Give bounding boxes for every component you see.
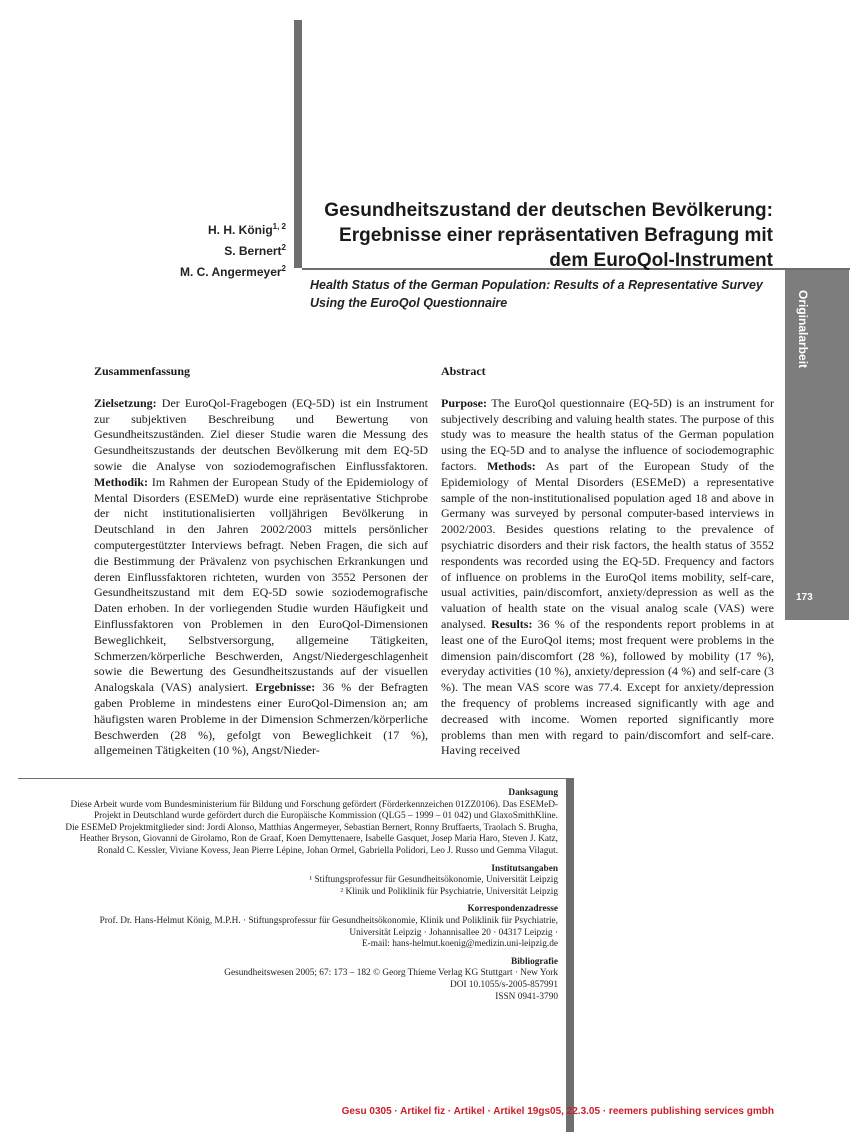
body-text: The EuroQol questionnaire (EQ-5D) is an instrument for subjectively describing and valuing health states. The purpose of this study was to measure the health status of the German population using the EQ-5D and to analyse the influence of sociodemographic factors. [441,395,774,473]
abstract-column [441,364,774,764]
danksagung-heading: Danksagung [508,788,558,798]
author [180,218,286,239]
run-in-heading: Ergebnisse: [255,680,316,695]
author [180,260,286,281]
run-in-heading: Results: [491,616,533,631]
zusammenfassung-heading: Zusammenfassung [94,364,191,378]
danksagung-text: Die ESEMeD Projektmitglieder sind: Jordi Alonso, Matthias Angermeyer, Sebastian Bernert, Ronny Bruffaerts, Traolach S. Brugha, Heather Bryson, Giovanni de Girolamo, Ron de Graaf, Koen Demyttenaere, Isabelle Gasquet, Josep Maria Haro, Steven J. Katz, Ronald C. Kessler, Viviane Kovess, Jean Pierre Lépine, Johan Ormel, Gabriella Polidori, Leo J. Russo und Gemma Vilagut. [65,822,558,856]
author-name: H. H. König [207,223,273,237]
print-line: Gesu 0305 · Artikel fiz · Artikel · Artikel 19gs05, 22.3.05 · reemers publishing services gmbh [341,1106,774,1117]
author [180,239,286,260]
zusammenfassung-body [94,396,428,759]
body-text: Im Rahmen der European Study of the Epidemiology of Mental Disorders (ESEMeD) wurde eine repräsentative Stichprobe der nicht institutionalisierten volljährigen Bevölkerung in Deutschland in den Jahren 2002/2003 mittels persönlicher computergestützter Interviews befragt. Neben Fragen, die sich auf die Bestimmung der Prävalenz von psychischen Erkrankungen und deren Einflussfaktoren richteten, wurden von 3552 Personen der Gesundheitszustand mit dem EQ-5D sowie soziodemografische Daten erhoben. In der vorliegenden Studie wurden Häufigkeit und Einflussfaktoren von Problemen in den EuroQol-Dimensionen Beweglichkeit, Selbstversorgung, allgemeine Tätigkeiten, Schmerzen/körperliche Beschwerden, Angst/Niedergeschlagenheit sowie die Bewertung des Gesundheitszustands auf der visuellen Analogskala (VAS) analysiert. [94,474,428,695]
article-footer [60,788,558,1003]
author-list [180,218,286,281]
bibliografie-issn: ISSN 0941-3790 [495,991,558,1002]
vertical-rule-top [294,20,302,268]
bibliografie-heading: Bibliografie [511,956,558,967]
body-text: 36 % of the respondents report problems in at least one of the EuroQol items; most frequent were problems in the dimension pain/discomfort (28 %), followed by mobility (17 %), everyday activities (10 %), anxiety/depression (4 %) and self-care (3 %). The mean VAS score was 77.4. Except for anxiety/depression the frequency of problems increased significantly with age and decreased with income. Women reported significantly more problems than men with regard to pain/discomfort and self-care. Having received [441,616,774,758]
institut-line: ¹ Stiftungsprofessur für Gesundheitsökonomie, Universität Leipzig [309,875,558,886]
danksagung-text: Diese Arbeit wurde vom Bundesministerium für Bildung und Forschung gefördert (Förderkennzeichen 01ZZ0106). Das ESEMeD-Projekt in Deutschland wurde gefördert durch die Europäische Kommission (QLG5 – 1999 – 01 042) und GlaxoSmithKline. [70,799,558,822]
english-title: Health Status of the German Population: Results of a Representative Survey Using the EuroQol Questionnaire [310,278,763,310]
affiliation-mark: 1, 2 [272,222,286,231]
institut-heading: Institutsangaben [491,863,558,874]
page-number: 173 [796,592,813,603]
run-in-heading: Methodik: [94,474,148,489]
run-in-heading: Purpose: [441,395,487,410]
body-text: Der EuroQol-Fragebogen (EQ-5D) ist ein Instrument zur subjektiven Beschreibung und Bewertung von Gesundheitszuständen. Ziel dieser Studie waren die Messung des Gesundheitszustands der deutschen Bevölkerung mit dem EQ-5D sowie die Analyse von soziodemografischen Einflussfaktoren. [94,395,428,473]
run-in-heading: Zielsetzung: [94,395,157,410]
abstract-heading: Abstract [441,364,486,378]
body-text: As part of the European Study of the Epidemiology of Mental Disorders (ESEMeD) a representative sample of the non-institutionalised population aged 18 and above in Germany was surveyed by personal computer-based interviews in 2002/2003. Besides questions relating to the prevalence of psychiatric disorders and their risk factors, the health status of 3552 respondents was recorded using the EQ-5D. Frequency and factors of influence on problems in the EuroQol items mobility, self-care, usual activities, pain/discomfort, anxiety/depression as well as the valuation of health state on the visual analog scale (VAS) were analysed. [441,458,774,631]
bibliografie-doi: DOI 10.1055/s-2005-857991 [450,979,558,990]
affiliation-mark: 2 [281,243,286,252]
bibliografie-citation: Gesundheitswesen 2005; 67: 173 – 182 © Georg Thieme Verlag KG Stuttgart · New York [224,968,558,979]
korrespondenz-email: E-mail: hans-helmut.koenig@medizin.uni-leipzig.de [362,939,558,950]
korrespondenz-address: Prof. Dr. Hans-Helmut König, M.P.H. · Stiftungsprofessur für Gesundheitsökonomie, Klinik und Poliklinik für Psychiatrie, Universität Leipzig · Johannisallee 20 · 04317 Leipzig · [99,915,558,938]
vertical-rule-bottom [566,778,574,1132]
zusammenfassung-column [94,364,428,764]
abstract-body [441,396,774,759]
author-name: M. C. Angermeyer [179,265,282,279]
section-label: Originalarbeit [796,290,810,369]
body-text: 36 % der Befragten gaben Probleme in mindestens einer EuroQol-Dimension an; am häufigsten waren Probleme in der Dimension Schmerzen/körperliche Beschwerden (28 %), gefolgt von Beweglichkeit (17 %), allgemeinen Tätigkeiten (10 %), Angst/Nieder- [94,680,428,758]
affiliation-mark: 2 [281,264,286,273]
author-name: S. Bernert [224,244,282,258]
institut-line: ² Klinik und Poliklinik für Psychiatrie, Universität Leipzig [340,886,558,897]
horizontal-rule-bottom [18,778,574,779]
article-title: Gesundheitszustand der deutschen Bevölkerung: Ergebnisse einer repräsentativen Befragung mit dem EuroQol-Instrument [324,200,773,271]
korrespondenz-heading: Korrespondenzadresse [467,904,558,915]
run-in-heading: Methods: [487,458,536,473]
